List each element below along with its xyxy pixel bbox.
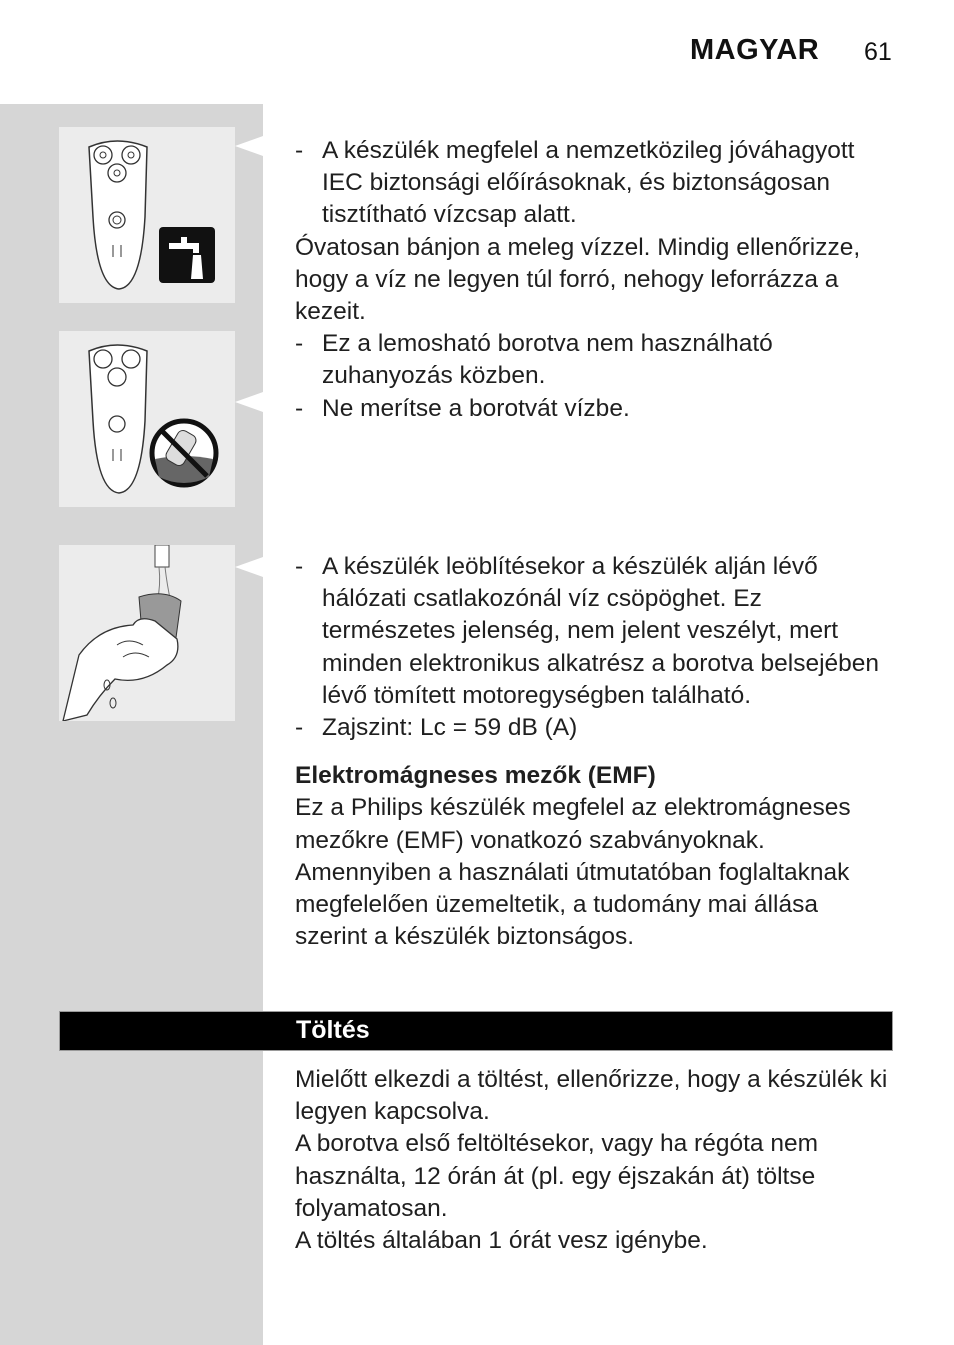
list-item (295, 712, 895, 744)
list-item (295, 135, 895, 232)
list-item (295, 328, 895, 392)
bullet-dash: - (295, 330, 304, 358)
bullet-text: Zajszint: Lc = 59 dB (A) (322, 714, 578, 742)
charging-text-block (295, 1064, 895, 1257)
emf-heading: Elektromágneses mezők (EMF) (295, 762, 656, 790)
charging-paragraph: Mielőtt elkezdi a töltést, ellenőrizze, hogy a készülék ki legyen kapcsolva. (295, 1066, 888, 1126)
list-item (295, 551, 895, 712)
bullet-dash: - (295, 714, 304, 742)
warning-paragraph: Óvatosan bánjon a meleg vízzel. Mindig ellenőrizze, hogy a víz ne legyen túl forró, nehogy leforrázza a kezeit. (295, 233, 861, 326)
list-item (295, 393, 895, 425)
page-number: 61 (864, 38, 892, 66)
bullet-text: Ez a lemosható borotva nem használható zuhanyozás közben. (322, 330, 773, 390)
rinse-text-block (295, 551, 895, 953)
bullet-dash: - (295, 137, 304, 164)
bullet-dash: - (295, 553, 304, 580)
illustration-pointer (235, 557, 263, 577)
shaver-no-immersion-icon (59, 331, 235, 507)
hand-rinsing-shaver-icon (59, 545, 235, 721)
section-title: Töltés (296, 1016, 370, 1044)
shaver-with-tap-icon (59, 127, 235, 303)
language-label: MAGYAR (690, 34, 820, 66)
illustration-pointer (235, 392, 263, 412)
safety-text-block (295, 135, 895, 425)
section-header-bar (59, 1011, 893, 1051)
emf-paragraph: Ez a Philips készülék megfelel az elektromágneses mezőkre (EMF) vonatkozó szabványoknak. Amennyiben a használati útmutatóban foglaltaknak megfelelően üzemeltetik, a tudomány mai állása szerint a készülék biztonságos. (295, 794, 851, 951)
bullet-text: Ne merítse a borotvát vízbe. (322, 394, 630, 422)
bullet-text: A készülék megfelel a nemzetközileg jóváhagyott IEC biztonsági előírásoknak, és biztonságosan tisztítható vízcsap alatt. (322, 137, 855, 229)
bullet-dash: - (295, 394, 304, 422)
illustration-pointer (235, 136, 263, 156)
bullet-text: A készülék leöblítésekor a készülék alján lévő hálózati csatlakozónál víz csöpöghet. Ez természetes jelenség, nem jelent veszélyt, mert minden elektronikus alkatrész a borotva belsejében lévő tömített motoregységben található. (322, 553, 880, 709)
charging-paragraph: A borotva első feltöltésekor, vagy ha régóta nem használta, 12 órán át (pl. egy éjszakán át) töltse folyamatosan. (295, 1130, 818, 1222)
charging-paragraph: A töltés általában 1 órát vesz igénybe. (295, 1227, 708, 1255)
